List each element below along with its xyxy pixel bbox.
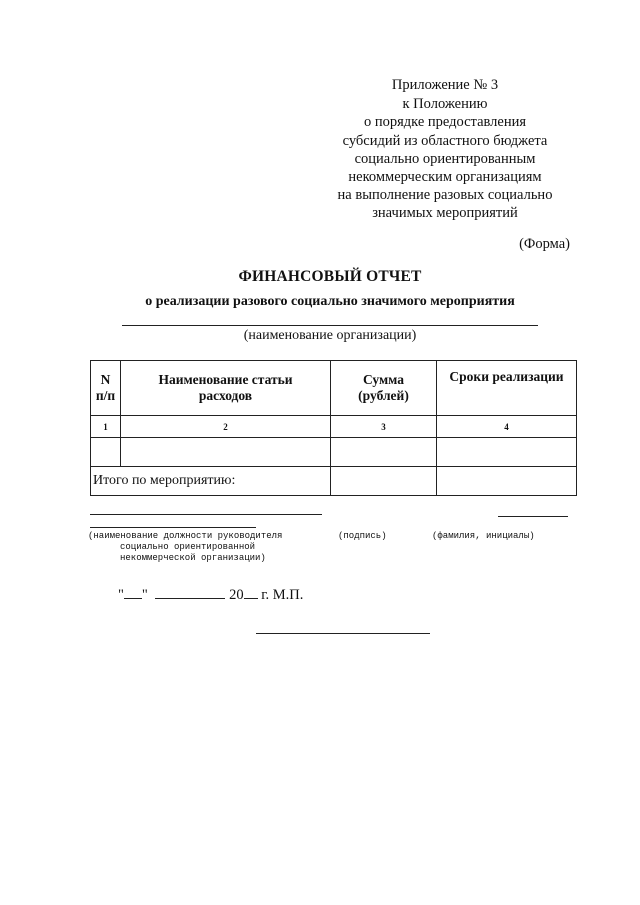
position-line (90, 514, 322, 515)
org-name-line (122, 325, 538, 326)
year-prefix: 20 (229, 587, 244, 603)
appendix-line: на выполнение разовых социально (337, 187, 553, 204)
date-suffix: г. М.П. (261, 587, 304, 603)
table-header-row (91, 361, 577, 416)
year-blank (244, 584, 258, 599)
position-caption-line: некоммерческой организации) (120, 553, 266, 563)
column-number: 3 (331, 416, 437, 438)
name-caption: (фамилия, инициалы) (432, 531, 535, 541)
table-cell (331, 438, 437, 467)
total-label: Итого по мероприятию: (91, 467, 331, 496)
appendix-line: к Положению (402, 96, 488, 113)
quote-close: " (141, 587, 148, 603)
position-caption-line: социально ориентированной (120, 542, 256, 552)
position-caption-line: (наименование должности руководителя (88, 531, 283, 541)
name-line (498, 516, 568, 517)
report-table (90, 360, 577, 496)
appendix-line: субсидий из областного бюджета (342, 132, 548, 149)
column-number: 2 (121, 416, 331, 438)
signature-caption: (подпись) (338, 531, 387, 541)
table-cell (437, 438, 577, 467)
position-underline (90, 527, 256, 528)
quote-open: " (118, 587, 124, 603)
appendix-line: значимых мероприятий (372, 205, 518, 222)
document-subtitle: о реализации разового социально значимого мероприятия (145, 294, 515, 309)
header-expense-item: Наименование статьи расходов (121, 361, 331, 416)
column-number-row (91, 416, 577, 438)
org-name-caption: (наименование организации) (243, 328, 417, 343)
total-deadline-cell (437, 467, 577, 496)
form-label: (Форма) (519, 236, 570, 252)
header-amount: Сумма (рублей) (331, 361, 437, 416)
table-row (91, 438, 577, 467)
appendix-line: Приложение № 3 (391, 77, 499, 93)
bottom-signature-line (256, 633, 430, 634)
header-deadlines: Сроки реализации (437, 361, 577, 416)
date-line (118, 584, 303, 604)
appendix-line: некоммерческим организациям (348, 169, 542, 186)
appendix-line: о порядке предоставления (363, 114, 527, 131)
month-blank (155, 584, 225, 599)
total-row (91, 467, 577, 496)
column-number: 4 (437, 416, 577, 438)
header-number: N п/п (91, 361, 121, 416)
appendix-block (300, 76, 590, 223)
day-blank (124, 584, 142, 599)
table-cell (91, 438, 121, 467)
total-amount-cell (331, 467, 437, 496)
document-title: ФИНАНСОВЫЙ ОТЧЕТ (238, 268, 422, 285)
table-cell (121, 438, 331, 467)
column-number: 1 (91, 416, 121, 438)
appendix-line: социально ориентированным (354, 150, 536, 167)
